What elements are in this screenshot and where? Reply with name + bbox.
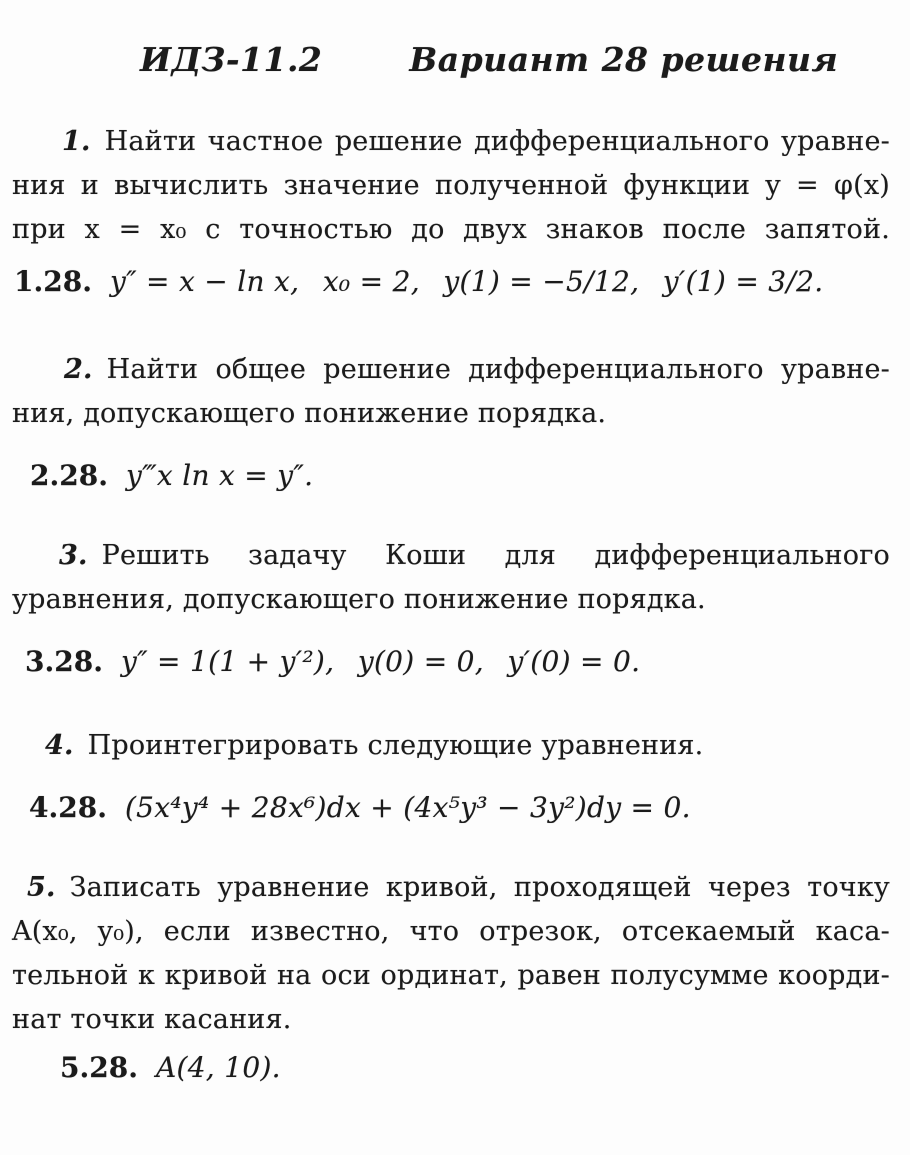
- exercise-1-28: [14, 260, 890, 304]
- statement-line: [12, 348, 890, 392]
- statement-line: A(x₀, y₀), если известно, что отрезок, отсекаемый каса-: [12, 916, 890, 947]
- statement-line: [12, 534, 890, 578]
- statement-line: тельной к кривой на оси ординат, равен полусумме коорди-: [12, 960, 890, 991]
- exercise-formula: y‴x ln x = y″.: [125, 459, 314, 492]
- statement-text: Проинтегрировать следующие уравнения.: [87, 730, 704, 761]
- exercise-label: 3.28.: [25, 645, 103, 678]
- statement-text: Найти частное решение дифференциального уравне-: [104, 126, 890, 157]
- exercise-formula: (5x⁴y⁴ + 28x⁶)dx + (4x⁵y³ − 3y²)dy = 0.: [124, 791, 691, 824]
- exercise-label: 2.28.: [30, 459, 108, 492]
- problem-3-statement: [12, 534, 890, 622]
- page-title: [140, 38, 890, 82]
- problem-1-statement: [12, 120, 890, 252]
- statement-line: [12, 724, 890, 768]
- problem-number: 5.: [27, 872, 56, 903]
- problem-2-statement: [12, 348, 890, 436]
- problem-5-statement: [12, 866, 890, 1042]
- statement-line: ния и вычислить значение полученной функции y = φ(x): [12, 170, 890, 201]
- statement-text: Решить задачу Коши для дифференциального: [101, 540, 890, 571]
- title-variant: Вариант 28 решения: [409, 40, 839, 79]
- statement-text: Записать уравнение кривой, проходящей через точку: [69, 872, 890, 903]
- statement-line: при x = x₀ с точностью до двух знаков после запятой.: [12, 214, 890, 245]
- statement-line: нат точки касания.: [12, 1004, 292, 1035]
- statement-line: ния, допускающего понижение порядка.: [12, 398, 607, 429]
- exercise-4-28: [29, 786, 890, 830]
- exercise-label: 5.28.: [60, 1051, 138, 1084]
- exercise-label: 4.28.: [29, 791, 107, 824]
- statement-line: [12, 120, 890, 164]
- statement-line: уравнения, допускающего понижение порядка.: [12, 584, 706, 615]
- statement-line: [12, 866, 890, 910]
- problem-4-statement: [12, 724, 890, 768]
- statement-text: Найти общее решение дифференциального уравне-: [106, 354, 890, 385]
- exercise-3-28: [25, 640, 890, 684]
- problem-number: 2.: [64, 354, 93, 385]
- exercise-label: 1.28.: [14, 265, 92, 298]
- exercise-formula: y″ = 1(1 + y′²), y(0) = 0, y′(0) = 0.: [120, 645, 641, 678]
- title-course: ИДЗ-11.2: [140, 40, 323, 79]
- exercise-5-28: [60, 1046, 890, 1090]
- exercise-formula: A(4, 10).: [155, 1051, 281, 1084]
- problem-number: 1.: [62, 126, 91, 157]
- problem-number: 4.: [45, 730, 74, 761]
- problem-number: 3.: [59, 540, 88, 571]
- exercise-formula: y″ = x − ln x, x₀ = 2, y(1) = −5/12, y′(1) = 3/2.: [109, 265, 824, 298]
- exercise-2-28: [30, 454, 890, 498]
